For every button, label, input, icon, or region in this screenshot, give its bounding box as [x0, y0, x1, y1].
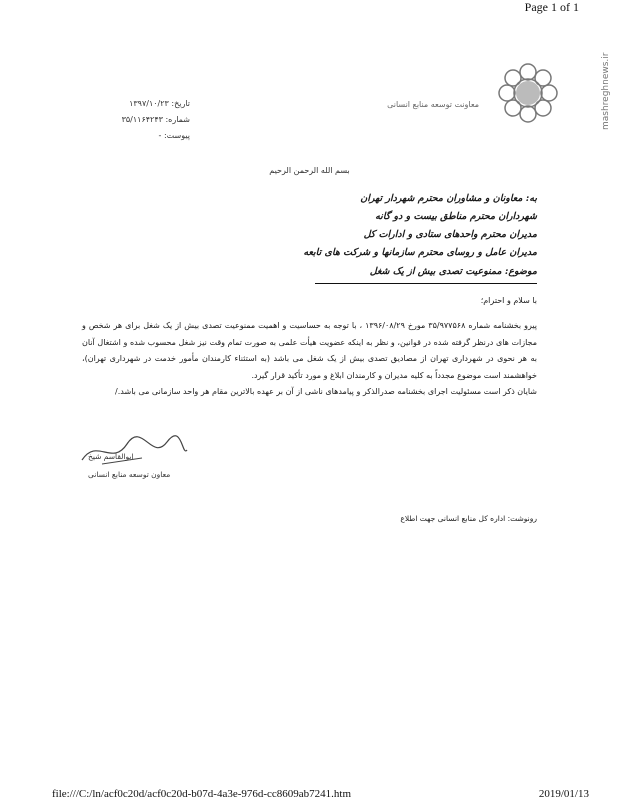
body-paragraph: پیرو بخشنامه شماره ۳۵/۹۷۷۵۶۸ مورخ ۱۳۹۶/۰۸/۲۹ ، با توجه به حساسیت و اهمیت ممنوعیت تصدی بیش از یک شغل برای هر شخص و مجازات های درنظر گرفته شده در قوانین، و نظر به اینکه عضویت هیأت علمی به صورت تمام وقت نیز شغل محسوب شده و اشتغال آنان به هر نحوی در شهرداری تهران از مصادیق تصدی بیش از یک شغل می باشد (به استثناء کارمندان مأمور خدمت در شهرداری تهران)، خواهشمند است موضوع مجدداً به کلیه مدیران و کارمندان ابلاغ و مورد تأکید قرار گیرد.	[82, 321, 538, 380]
letter-attachment: پیوست: -	[158, 131, 190, 140]
page-number-header: Page 1 of 1	[524, 0, 579, 14]
signatory-name: ابوالقاسم شیخ	[88, 452, 134, 461]
carbon-copy: رونوشت: اداره کل منابع انسانی جهت اطلاع	[400, 514, 537, 523]
greeting: با سلام و احترام؛	[480, 296, 537, 305]
file-url-footer: file:///C:/ln/acf0c20d/acf0c20d-b07d-4a3e-976d-cc8609ab7241.htm	[52, 788, 352, 800]
letter-date: تاریخ: ۱۳۹۷/۱۰/۲۳	[129, 99, 190, 108]
recipient-line: مدیران عامل و روسای محترم سازمانها و شرکت های تابعه	[303, 247, 537, 258]
letter-subject: موضوع: ممنوعیت تصدی بیش از یک شغل	[369, 266, 537, 277]
recipient-line: به: معاونان و مشاوران محترم شهردار تهران	[360, 193, 537, 204]
bismillah: بسم الله الرحمن الرحیم	[269, 166, 350, 175]
letter-meta	[110, 96, 190, 144]
recipient-line: شهرداران محترم مناطق بیست و دو گانه	[375, 211, 537, 222]
recipient-line: مدیران محترم واحدهای ستادی و ادارات کل	[363, 229, 537, 240]
site-watermark: mashreghnews.ir	[601, 52, 611, 130]
organization-name: معاونت توسعه منابع انسانی	[387, 100, 479, 109]
signatory-title: معاون توسعه منابع انسانی	[88, 470, 171, 479]
recipients-block	[277, 190, 537, 262]
body-paragraph-2: شایان ذکر است مسئولیت اجرای بخشنامه صدرالذکر و پیامدهای ناشی از آن بر عهده بالاترین مقام هر واحد سازمانی می باشد./	[115, 387, 537, 396]
letter-number: شماره: ۳۵/۱۱۶۴۲۴۳	[121, 115, 190, 124]
municipality-logo-icon	[493, 58, 563, 128]
letter-body	[82, 318, 537, 401]
print-date-footer: 2019/01/13	[538, 788, 589, 800]
subject-underline	[315, 283, 537, 284]
